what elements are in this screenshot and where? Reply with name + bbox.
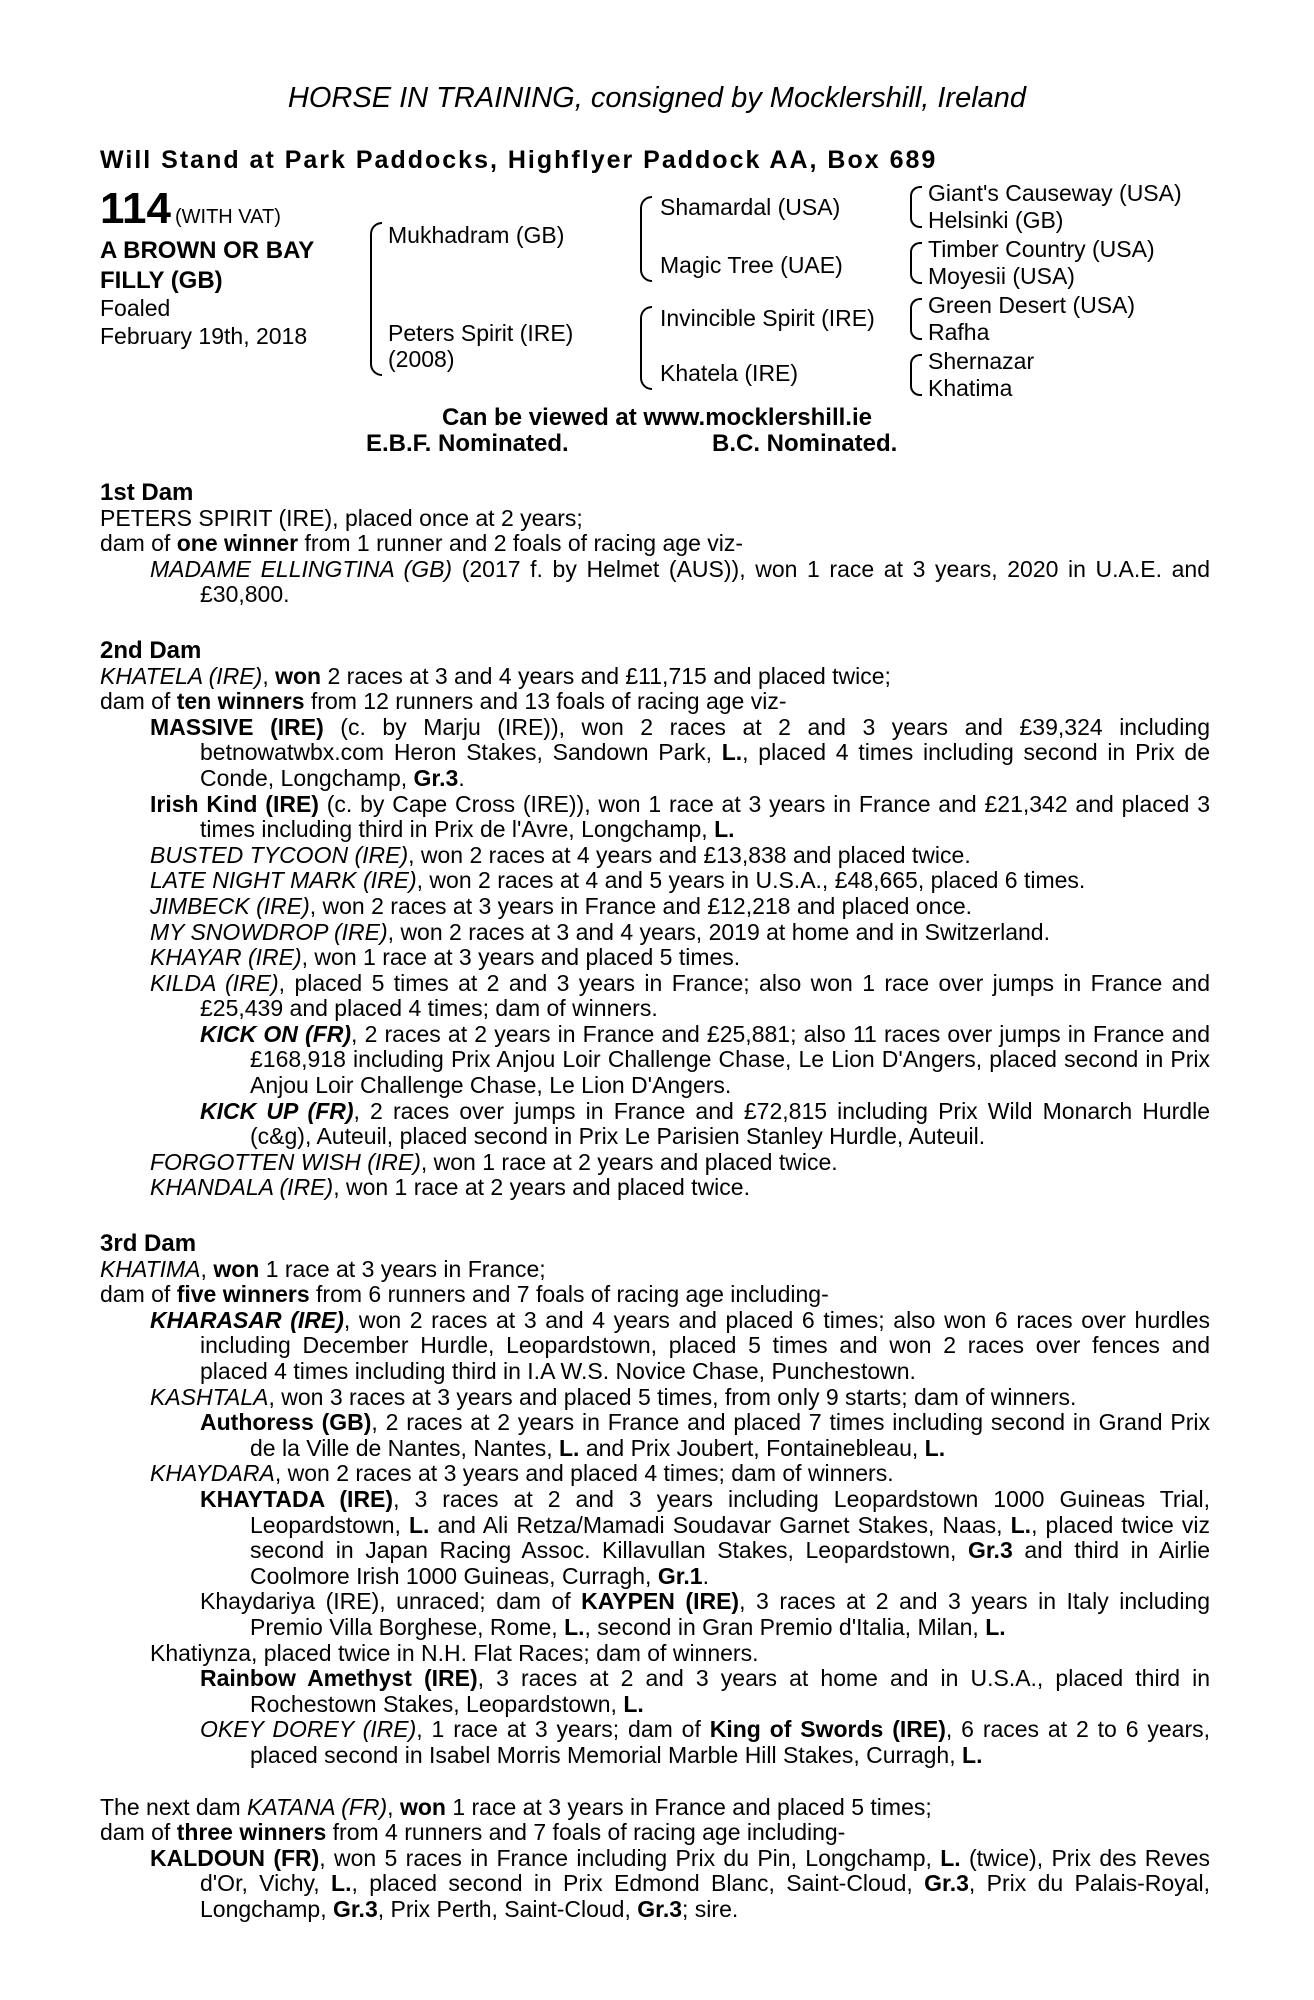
ped-dam: Peters Spirit (IRE) — [388, 320, 574, 346]
vat-label: (WITH VAT) — [174, 206, 281, 228]
pedigree-brace-3 — [640, 306, 652, 390]
second-dam-heading: 2nd Dam — [100, 636, 202, 664]
foal-forgotten-wish: FORGOTTEN WISH (IRE), won 1 race at 2 years and placed twice. — [150, 1148, 838, 1175]
foaled-date — [100, 294, 307, 350]
foal-kick-on: KICK ON (FR), 2 races at 2 years in France and £25,881; also 11 races over jumps in France and £168,918 including Prix Anjou Loir Challenge Chase, Le Lion D'Angers, placed second in Prix Anjou Loir Challenge Chase, Le Lion D'Angers. — [200, 1020, 1210, 1099]
first-dam-line: PETERS SPIRIT (IRE), placed once at 2 years; — [100, 504, 583, 531]
ped-sds: Timber Country (USA) — [928, 236, 1155, 262]
bc-nominated: B.C. Nominated. — [712, 430, 898, 457]
foal-irish-kind: Irish Kind (IRE) (c. by Cape Cross (IRE)), won 1 race at 3 years in France and £21,342 and placed 3 times including third in Prix de l'Avre, Longchamp, L. — [150, 790, 1210, 843]
ped-ssd: Helsinki (GB) — [928, 207, 1064, 233]
ped-dds: Shernazar — [928, 348, 1035, 374]
foal-khaydara: KHAYDARA, won 2 races at 3 years and placed 4 times; dam of winners. — [150, 1460, 894, 1487]
ped-dsd: Rafha — [928, 319, 990, 345]
first-dam-heading: 1st Dam — [100, 479, 194, 506]
ped-dss: Green Desert (USA) — [928, 292, 1136, 318]
ped-dd: Khatela (IRE) — [660, 360, 799, 386]
pedigree-brace-2 — [640, 196, 652, 282]
foal-okey-dorey: OKEY DOREY (IRE), 1 race at 3 years; dam of King of Swords (IRE), 6 races at 2 to 6 years, placed second in Isabel Morris Memorial Marble Hill Stakes, Curragh, L. — [200, 1716, 1211, 1768]
foaled-label: Foaled — [100, 295, 171, 321]
foal-rainbow-amethyst: Rainbow Amethyst (IRE), 3 races at 2 and 3 years at home and in U.S.A., placed third in Rochestown Stakes, Leopardstown, L. — [200, 1665, 1211, 1717]
foal-jimbeck: JIMBECK (IRE), won 2 races at 3 years in France and £12,218 and placed once. — [150, 892, 973, 919]
first-dam-foal-1: MADAME ELLINGTINA (GB) (2017 f. by Helmet (AUS)), won 1 race at 3 years, 2020 in U.A.E. and £30,800. — [150, 555, 1210, 608]
ebf-nominated: E.B.F. Nominated. — [366, 430, 569, 457]
next-dam-produce: dam of three winners from 4 runners and 7 foals of racing age including- — [100, 1819, 846, 1846]
stand-location: Will Stand at Park Paddocks, Highflyer Paddock AA, Box 689 — [100, 146, 938, 174]
foal-my-snowdrop: MY SNOWDROP (IRE), won 2 races at 3 and 4 years, 2019 at home and in Switzerland. — [150, 918, 1050, 945]
pedigree-brace-6 — [910, 298, 922, 340]
foal-kick-up: KICK UP (FR), 2 races over jumps in France and £72,815 including Prix Wild Monarch Hurdle (c&g), Auteuil, placed second in Prix Le Parisien Stanley Hurdle, Auteuil. — [200, 1097, 1210, 1150]
foal-kharasar: KHARASAR (IRE), won 2 races at 3 and 4 years and placed 6 times; also won 6 races over hurdles including December Hurdle, Leopardstown, placed 5 times and won 2 races over fences and placed 4 times including third in I.A W.S. Novice Chase, Punchestown. — [150, 1306, 1210, 1384]
dam-record — [100, 480, 1210, 1922]
foal-kaldoun: KALDOUN (FR), won 5 races in France including Prix du Pin, Longchamp, L. (twice), Prix des Reves d'Or, Vichy, L., placed second in Prix Edmond Blanc, Saint-Cloud, Gr.3, Prix du Palais-Royal, Longchamp, Gr.3, Prix Perth, Saint-Cloud, Gr.3; sire. — [150, 1844, 1210, 1922]
foal-kilda: KILDA (IRE), placed 5 times at 2 and 3 years in France; also won 1 race over jumps in France and £25,439 and placed 4 times; dam of winners. — [150, 969, 1211, 1022]
pedigree-brace-5 — [910, 242, 922, 284]
foal-late-night-mark: LATE NIGHT MARK (IRE), won 2 races at 4 and 5 years in U.S.A., £48,665, placed 6 times. — [150, 867, 1086, 894]
horse-description — [100, 236, 314, 296]
ped-ddd: Khatima — [928, 375, 1013, 401]
ped-ss: Shamardal (USA) — [660, 194, 841, 220]
foal-khaydariya: Khaydariya (IRE), unraced; dam of KAYPEN (IRE), 3 races at 2 and 3 years in Italy including Premio Villa Borghese, Rome, L., second in Gran Premio d'Italia, Milan, L. — [200, 1588, 1211, 1640]
third-dam-heading: 3rd Dam — [100, 1230, 197, 1258]
third-dam-line: KHATIMA, won 1 race at 3 years in France; — [100, 1255, 546, 1282]
foal-busted-tycoon: BUSTED TYCOON (IRE), won 2 races at 4 years and £13,838 and placed twice. — [150, 841, 971, 868]
foal-khatiynza: Khatiynza, placed twice in N.H. Flat Races; dam of winners. — [150, 1639, 759, 1666]
foal-khandala: KHANDALA (IRE), won 1 race at 2 years and placed twice. — [150, 1174, 750, 1201]
foal-khaytada: KHAYTADA (IRE), 3 races at 2 and 3 years including Leopardstown 1000 Guineas Trial, Leopardstown, L. and Ali Retza/Mamadi Soudavar Garnet Stakes, Naas, L., placed twice viz second in Japan Racing Assoc. Killavullan Stakes, Leopardstown, Gr.3 and third in Airlie Coolmore Irish 1000 Guineas, Curragh, Gr.1. — [200, 1485, 1210, 1589]
lot-number — [100, 184, 281, 234]
foal-authoress: Authoress (GB), 2 races at 2 years in France and placed 7 times including second in Grand Prix de la Ville de Nantes, Nantes, L. and Prix Joubert, Fontainebleau, L. — [200, 1409, 1210, 1461]
desc-line-1: A BROWN OR BAY — [100, 237, 315, 264]
first-dam-produce: dam of one winner from 1 runner and 2 foals of racing age viz- — [100, 530, 744, 557]
ped-ds: Invincible Spirit (IRE) — [660, 305, 875, 331]
next-dam-line: The next dam KATANA (FR), won 1 race at 3 years in France and placed 5 times; — [100, 1793, 932, 1820]
viewing-link[interactable]: Can be viewed at www.mocklershill.ie — [442, 404, 872, 431]
foal-khayar: KHAYAR (IRE), won 1 race at 3 years and placed 5 times. — [150, 944, 741, 971]
foal-kashtala: KASHTALA, won 3 races at 3 years and placed 5 times, from only 9 starts; dam of winners. — [150, 1383, 1077, 1410]
ped-sdd: Moyesii (USA) — [928, 263, 1075, 289]
ped-sd: Magic Tree (UAE) — [660, 252, 843, 278]
pedigree-brace-4 — [910, 186, 922, 228]
ped-sire: Mukhadram (GB) — [388, 222, 565, 248]
third-dam-produce: dam of five winners from 6 runners and 7 foals of racing age including- — [100, 1281, 829, 1308]
desc-line-2: FILLY (GB) — [100, 267, 223, 294]
lot-number-value: 114 — [100, 184, 171, 233]
page-title: HORSE IN TRAINING, consigned by Mocklershill, Ireland — [287, 82, 1027, 114]
second-dam-line: KHATELA (IRE), won 2 races at 3 and 4 years and £11,715 and placed twice; — [100, 662, 891, 689]
ped-sss: Giant's Causeway (USA) — [928, 180, 1182, 206]
second-dam-produce: dam of ten winners from 12 runners and 13 foals of racing age viz- — [100, 688, 787, 715]
pedigree-brace-7 — [910, 354, 922, 396]
ped-dam-year: (2008) — [388, 346, 455, 372]
foal-massive: MASSIVE (IRE) (c. by Marju (IRE)), won 2 races at 2 and 3 years and £39,324 including betnowatwbx.com Heron Stakes, Sandown Park, L., placed 4 times including second in Prix de Conde, Longchamp, Gr.3. — [150, 713, 1210, 791]
pedigree-brace-1 — [370, 222, 382, 376]
foaled-value: February 19th, 2018 — [100, 323, 308, 349]
